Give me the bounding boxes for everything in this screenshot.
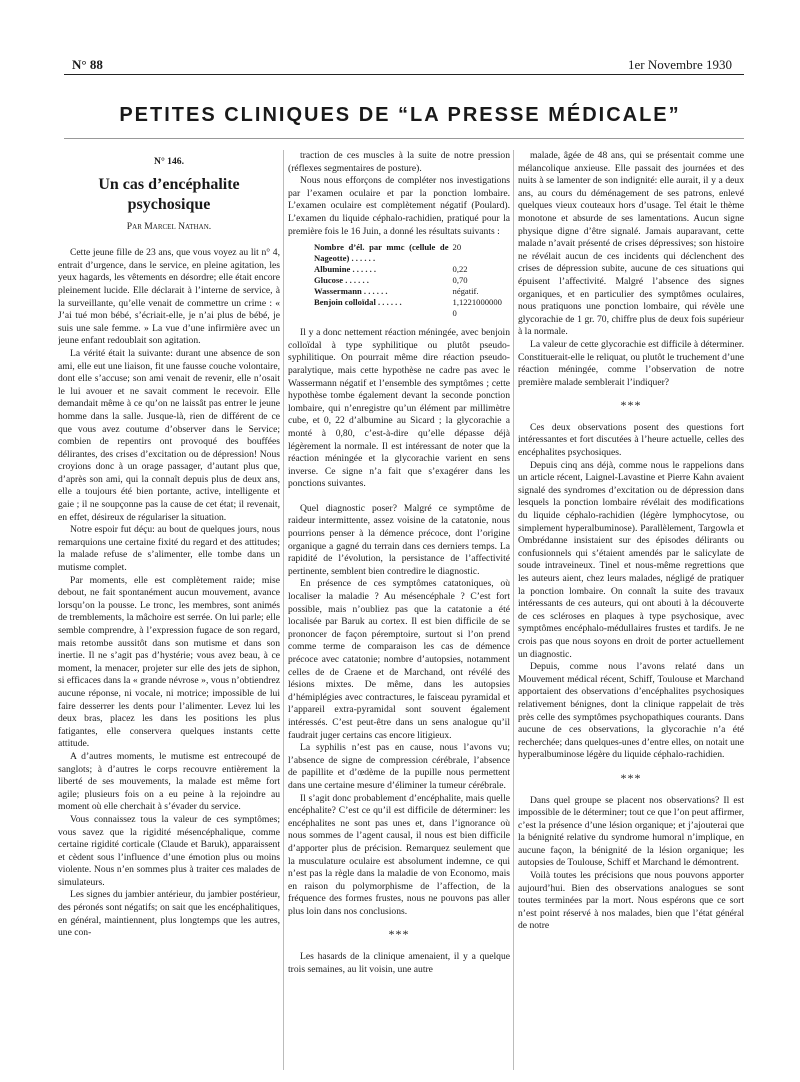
paragraph: Voilà toutes les précisions que nous pouvons apporter aujourd’hui. Bien des observations analogues se sont toutes terminées par la mort. Nous espérons que ce sort n’est point réservé à nos malades, bien que l’état général de notre: [518, 870, 744, 932]
article-byline: Par Marcel Nathan.: [126, 220, 212, 232]
result-label: Glucose . . . . . .: [314, 275, 369, 286]
paragraph: Quel diagnostic poser? Malgré ce symptôme de raideur intermittente, assez voisine de la catatonie, nous pourrions penser à la démence précoce, dont l’origine organique a gagné du terrain dans ces derniers temps. La rapidité de l’évolution, la persistance de l’affectivité pertinente, semblent bien contredire le diagnostic.: [288, 502, 510, 577]
paragraph: Vous connaissez tous la valeur de ces symptômes; vous savez que la rigidité mésencéphalique, comme certaine rigidité corticale (Claude et Baruk), apparaissent et cèdent sous l’influence d’une émotion plus ou moins violente. Nous n’en sommes plus à traiter ces malades de simulateurs.: [58, 813, 280, 888]
results-row: [314, 286, 510, 297]
result-label: Albumine . . . . . .: [314, 264, 377, 275]
paragraph: En présence de ces symptômes catatoniques, où localiser la maladie ? Au mésencéphale ? C’est fort possible, mais n’oubliez pas que la catatonie a été localisée par Baruk au cortex. Il est bien difficile de se prononcer de façon péremptoire, surtout si l’on prend comme terme de comparaison les cas de démence précoce avec catatonie; nombre d’autopsies, notamment celles de de Craene et de Marchand, ont révélé des lésions mixtes. De même, dans les autopsies d’hémiplégies avec contractures, le faisceau pyramidal et l’appareil extra-pyramidal sont souvent également intéressés. C’est peut-être dans un sens analogue qu’il faudrait juger certains cas encore litigieux.: [288, 578, 510, 741]
article-number: N° 146.: [154, 156, 184, 167]
issue-number: N° 88: [72, 57, 103, 72]
results-row: [314, 297, 510, 319]
result-label: Benjoin colloïdal . . . . . .: [314, 297, 402, 308]
paragraph: Dans quel groupe se placent nos observations? Il est impossible de le déterminer; tout ce que l’on peut affirmer, c’est la présence d’une lésion organique; et j’ajouterai que la bénignité relative du syndrome humoral n’implique, en aucune façon, la bénignité de la lésion organique; les autopsies de Toulouse, Schiff et Marchand le démontrent.: [518, 794, 744, 869]
paragraph: Les signes du jambier antérieur, du jambier postérieur, des péronés sont négatifs; on sait que les encéphalitiques, en général, maintiennent, plus longtemps que les autres, une con-: [58, 889, 280, 939]
article-title-line-1: Un cas d’encéphalite: [98, 175, 240, 193]
paragraph: Notre espoir fut déçu: au bout de quelques jours, nous remarquions une certaine fixité du regard et des attitudes; la malade refuse de s’alimenter, elle tombe dans un mutisme complet.: [58, 524, 280, 574]
article-title: [58, 175, 280, 215]
column-divider: [513, 150, 514, 1070]
publication-date: 1er Novembre 1930: [628, 57, 732, 72]
section-banner: PETITES CLINIQUES DE “LA PRESSE MÉDICALE”: [119, 104, 681, 126]
paragraph: A d’autres moments, le mutisme est entrecoupé de sanglots; à d’autres le corps recouvre entièrement la liberté de ses mouvements, la malade est même fort agile; plusieurs fois on a eu peine à la rejoindre au moment où elle cherchait à s’évader du service.: [58, 750, 280, 813]
paragraph: traction de ces muscles à la suite de notre pression (réflexes segmentaires de posture).: [288, 150, 510, 174]
column-3-middle: [518, 422, 744, 762]
column-3-top: [518, 150, 744, 389]
result-value: négatif.: [452, 286, 479, 297]
header-rule: [64, 74, 744, 75]
column-2-end: [288, 951, 510, 976]
paragraph: Depuis, comme nous l’avons relaté dans un Mouvement médical récent, Schiff, Toulouse et Marchand apportaient des observations d’encéphalites psychosiques relativement bénignes, dont la clinique rappelait de très près celle des symptômes psychopathiques courants. Dans aucune de ces observations, la glycorachie n’a été recherchée; dans quelques-unes d’entre elles, on notait une hyperalbuminose légère du liquide céphalo-rachidien.: [518, 661, 744, 761]
paragraph: Depuis cinq ans déjà, comme nous le rappelions dans un article récent, Laignel-Lavastine et Pierre Kahn avaient signalé des syndromes d’excitation ou de dépression dans lesquels la ponction lombaire révélait des modifications du liquide céphalo-rachidien (légère lymphocytose, ou simplement hyperalbuminose). Parallèlement, Targowla et Ombrédanne insistaient sur des épisodes délirants ou confusionnels qui s’étaient amendés par le salicylate de soude intraveineux. Tinel et nous-même regrettions que les auteurs aient, chez leurs malades, négligé de pratiquer la ponction lombaire. On connaît la suite des travaux intéressants de ces auteurs, qui ont abouti à la découverte de ces scléroses en plaques à type psychosique, avec symptômes encéphalo-médullaires frustes et tardifs. Je ne crois pas que nous soyons en droit de porter actuellement un diagnostic.: [518, 459, 744, 660]
column-2: [288, 150, 510, 1070]
section-separator: ***: [388, 927, 410, 942]
paragraph: Les hasards de la clinique amenaient, il y a quelque trois semaines, au lit voisin, une autre: [288, 951, 510, 975]
column-2-top: [288, 150, 510, 238]
article-title-line-2: psychosique: [127, 195, 211, 213]
column-3-bottom: [518, 795, 744, 934]
result-value: 20: [452, 242, 462, 253]
result-label: Nombre d’él. par mmc (cellule de Nageotte) . . . . . .: [314, 242, 449, 264]
csf-results-table: [314, 242, 510, 319]
paragraph: Par moments, elle est complètement raide; mise debout, ne fait spontanément aucun mouvement, avance lorsqu’on la pousse. Le tronc, les membres, sont animés de tremblements, la mâchoire est serrée. On lui parle; elle semble comprendre, à l’expression fugace de son regard, mais retombe aussitôt dans son mutisme et dans son inertie. Il ne s’agit pas d’hystérie; vous avez beau, à ce moment, la menacer, projeter sur elle des jets de siphon, si efficaces dans la « grande névrose », vous n’obtiendrez aucune réponse, ni vocale, ni motrice; impossible de lui faire desserrer les dents pour l’alimenter. Levez lui les deux bras, placez les dans les positions les plus fatigantes, elle conservera quelques instants cette attitude.: [58, 574, 280, 750]
paragraph: Ces deux observations posent des questions fort intéressantes et fort discutées à l’heure actuelle, celles des encéphalites psychosiques.: [518, 421, 744, 459]
result-value: 0,22: [452, 264, 468, 275]
paragraph: Cette jeune fille de 23 ans, que vous voyez au lit n° 4, entrait d’urgence, dans le service, en pleine agitation, les yeux hagards, les vêtements en désordre; elle était encore pleinement lucide. Elle déclarait à l’interne de service, à la surveillante, qu’elle venait de commettre un crime : « J’ai tué mon bébé, s’écriait-elle, je n’ai plus de bébé, je suis une sale femme. » La vue d’une infirmière avec un jeune enfant redoublait son agitation.: [58, 247, 280, 347]
result-label: Wassermann . . . . . .: [314, 286, 388, 297]
column-3: [518, 150, 744, 1070]
result-value: 1,1221000000 0: [452, 297, 502, 319]
column-2-middle: [288, 327, 510, 491]
paragraph: La vérité était la suivante: durant une absence de son ami, elle eut une liaison, fit une fausse couche volontaire, dont elle s’accuse; son ami venait de revenir, elle n’osait le lui avouer et ne savait comment le recevoir. Elle demandait même à ce qu’on ne laissât pas entrer le jeune homme dans la salle. Jusque-là, rien de différent de ce que vous avez coutume d’observer dans le Service; combien de repentirs ont provoqué des bouffées délirantes, des crises d’excitation ou de dépression! Nous croyions donc à un orage passager, d’autant plus que, d’après son ami, qui la connaît depuis plus de deux ans, elle a toujours été bien portante, active, intelligente et gaie ; il ne soupçonne pas la cause de cet état; il revenait, en effet, désireux de régulariser la situation.: [58, 347, 280, 523]
page-header: [0, 0, 800, 80]
banner-rule: [64, 138, 744, 139]
column-1-body: [58, 247, 280, 940]
results-row: [314, 242, 510, 264]
paragraph: Il y a donc nettement réaction méningée, avec benjoin colloïdal à type syphilitique ou plutôt pseudo-syphilitique. On pourrait même dire réaction pseudo-paralytique, mais cette hypothèse ne cadre pas avec le Wassermann négatif et l’ensemble des symptômes ; cette hypothèse tombe également devant la seconde ponction lombaire, qui n’enregistre qu’un élément par millimètre cube, et 0, 22 d’albumine au Sicard ; la glycorachie a monté à 0,80, c’est-à-dire qu’elle dépasse déjà légèrement la normale. Il est intéressant de noter que la réaction méningée et la glycorachie varient en sens inverse. Ce signe n’a fait que s’exagérer dans les ponctions suivantes.: [288, 327, 510, 490]
paragraph: Il s’agit donc probablement d’encéphalite, mais quelle encéphalite? C’est ce qu’il est difficile de déterminer: les encéphalites ne sont pas unes et, dans l’ignorance où nous sommes de l’agent causal, il nous est bien difficile d’apporter plus de précision. Remarquez seulement que la musculature oculaire est absolument indemne, ce qui n’est pas la règle dans la maladie de von Economo, mais en raison du polymorphisme de l’affection, de la fréquence des formes frustes, nous ne pouvons pas aller plus loin dans nos conclusions.: [288, 792, 510, 917]
column-2-bottom: [288, 503, 510, 919]
results-row: [314, 264, 510, 275]
section-separator: ***: [620, 770, 642, 785]
section-separator: ***: [620, 398, 642, 413]
results-row: [314, 275, 510, 286]
result-value: 0,70: [452, 275, 468, 286]
paragraph: La valeur de cette glycorachie est difficile à déterminer. Constituerait-elle le reliquat, ou plutôt le truchement d’une réaction méningée, comme l’observation de notre première malade semblerait l’indiquer?: [518, 338, 744, 388]
paragraph: La syphilis n’est pas en cause, nous l’avons vu; l’absence de signe de compression cérébrale, l’absence de papillite et d’œdème de la pupille nous permettent dans une certaine mesure d’éliminer la tumeur cérébrale.: [288, 742, 510, 791]
paragraph: malade, âgée de 48 ans, qui se présentait comme une mélancolique anxieuse. Elle passait des journées et des nuits à se lamenter de son indignité: elle aurait, il y a deux ans, au cours du déménagement de ses patrons, enlevé quelques vieux couteaux hors d’usage. Tel était le thème monotone et absurde de ses lamentations. Aucun signe physique digne d’être signalé. Jamais auparavant, cette malade n’avait présenté de crises dépressives; son histoire ne révélait aucun de ces incidents qui déclenchent des crises de dépression subite, aucune de ces situations qui épuisent l’affectivité. Malgré l’absence des signes organiques, et en particulier des symptômes oculaires, nous pratiquons une ponction lombaire, qui révèle une glycorachie de 1 gr. 70, chiffre plus de deux fois supérieur à la normale.: [518, 150, 744, 338]
column-1: [58, 150, 280, 1070]
paragraph: Nous nous efforçons de compléter nos investigations par l’examen oculaire et par la ponction lombaire. L’examen oculaire est complètement négatif (Poulard). L’examen du liquide céphalo-rachidien, pratiqué pour la première fois le 16 Juin, a donné les résultats suivants :: [288, 175, 510, 237]
column-divider: [283, 150, 284, 1070]
